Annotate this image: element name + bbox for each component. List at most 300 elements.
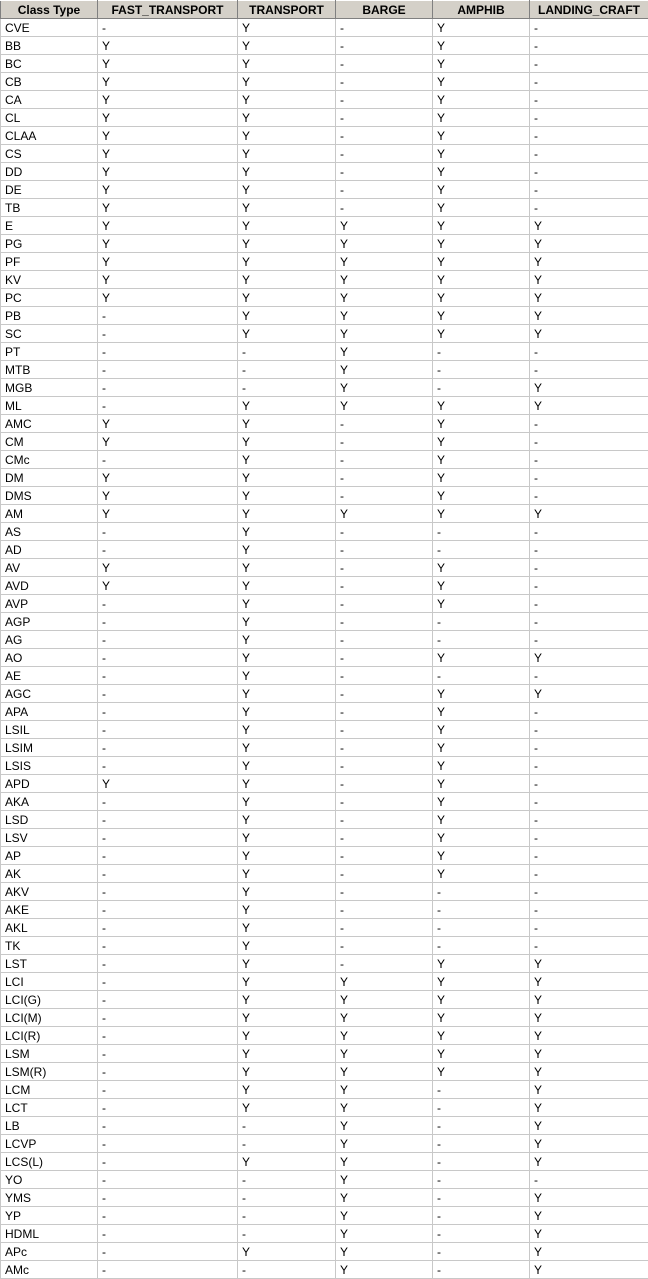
- cell-amphib[interactable]: Y: [433, 325, 530, 343]
- cell-transport[interactable]: Y: [238, 163, 336, 181]
- cell-transport[interactable]: Y: [238, 919, 336, 937]
- table-row[interactable]: [1, 955, 648, 973]
- cell-landing-craft[interactable]: Y: [530, 1081, 648, 1099]
- cell-transport[interactable]: Y: [238, 253, 336, 271]
- cell-barge[interactable]: Y: [336, 1117, 433, 1135]
- cell-class-type[interactable]: YO: [1, 1171, 98, 1189]
- cell-class-type[interactable]: CS: [1, 145, 98, 163]
- cell-amphib[interactable]: Y: [433, 469, 530, 487]
- cell-landing-craft[interactable]: -: [530, 91, 648, 109]
- table-row[interactable]: [1, 127, 648, 145]
- cell-transport[interactable]: -: [238, 1171, 336, 1189]
- cell-class-type[interactable]: LSIL: [1, 721, 98, 739]
- cell-fast-transport[interactable]: Y: [98, 91, 238, 109]
- cell-fast-transport[interactable]: -: [98, 343, 238, 361]
- cell-transport[interactable]: Y: [238, 19, 336, 37]
- cell-fast-transport[interactable]: Y: [98, 433, 238, 451]
- cell-transport[interactable]: Y: [238, 991, 336, 1009]
- cell-amphib[interactable]: Y: [433, 91, 530, 109]
- cell-barge[interactable]: -: [336, 703, 433, 721]
- table-row[interactable]: [1, 415, 648, 433]
- cell-class-type[interactable]: LCI: [1, 973, 98, 991]
- table-row[interactable]: [1, 235, 648, 253]
- cell-class-type[interactable]: AS: [1, 523, 98, 541]
- cell-fast-transport[interactable]: -: [98, 361, 238, 379]
- cell-landing-craft[interactable]: Y: [530, 1153, 648, 1171]
- cell-transport[interactable]: Y: [238, 667, 336, 685]
- cell-transport[interactable]: Y: [238, 1009, 336, 1027]
- cell-barge[interactable]: Y: [336, 1171, 433, 1189]
- cell-class-type[interactable]: AKA: [1, 793, 98, 811]
- cell-class-type[interactable]: BB: [1, 37, 98, 55]
- cell-class-type[interactable]: HDML: [1, 1225, 98, 1243]
- cell-landing-craft[interactable]: -: [530, 757, 648, 775]
- cell-barge[interactable]: -: [336, 469, 433, 487]
- cell-transport[interactable]: -: [238, 1135, 336, 1153]
- cell-landing-craft[interactable]: -: [530, 145, 648, 163]
- cell-amphib[interactable]: Y: [433, 775, 530, 793]
- cell-fast-transport[interactable]: -: [98, 793, 238, 811]
- cell-amphib[interactable]: Y: [433, 991, 530, 1009]
- cell-transport[interactable]: -: [238, 1225, 336, 1243]
- column-header-landing-craft[interactable]: LANDING_CRAFT: [530, 1, 648, 19]
- cell-fast-transport[interactable]: Y: [98, 109, 238, 127]
- cell-class-type[interactable]: DMS: [1, 487, 98, 505]
- cell-class-type[interactable]: LSIM: [1, 739, 98, 757]
- cell-landing-craft[interactable]: Y: [530, 325, 648, 343]
- cell-barge[interactable]: -: [336, 757, 433, 775]
- table-row[interactable]: [1, 73, 648, 91]
- cell-class-type[interactable]: MGB: [1, 379, 98, 397]
- cell-fast-transport[interactable]: -: [98, 1117, 238, 1135]
- cell-transport[interactable]: Y: [238, 1081, 336, 1099]
- cell-fast-transport[interactable]: -: [98, 703, 238, 721]
- cell-landing-craft[interactable]: -: [530, 631, 648, 649]
- cell-transport[interactable]: Y: [238, 685, 336, 703]
- cell-fast-transport[interactable]: -: [98, 1135, 238, 1153]
- table-row[interactable]: [1, 523, 648, 541]
- cell-barge[interactable]: Y: [336, 1081, 433, 1099]
- cell-transport[interactable]: -: [238, 1117, 336, 1135]
- cell-transport[interactable]: Y: [238, 955, 336, 973]
- cell-fast-transport[interactable]: -: [98, 523, 238, 541]
- cell-landing-craft[interactable]: Y: [530, 1135, 648, 1153]
- cell-landing-craft[interactable]: Y: [530, 307, 648, 325]
- table-row[interactable]: [1, 361, 648, 379]
- cell-barge[interactable]: -: [336, 559, 433, 577]
- cell-landing-craft[interactable]: -: [530, 937, 648, 955]
- cell-fast-transport[interactable]: Y: [98, 271, 238, 289]
- cell-amphib[interactable]: Y: [433, 487, 530, 505]
- cell-barge[interactable]: -: [336, 739, 433, 757]
- table-row[interactable]: [1, 901, 648, 919]
- table-row[interactable]: [1, 271, 648, 289]
- table-row[interactable]: [1, 181, 648, 199]
- cell-landing-craft[interactable]: Y: [530, 955, 648, 973]
- cell-amphib[interactable]: Y: [433, 181, 530, 199]
- table-row[interactable]: [1, 379, 648, 397]
- cell-barge[interactable]: -: [336, 901, 433, 919]
- cell-amphib[interactable]: Y: [433, 37, 530, 55]
- table-row[interactable]: [1, 829, 648, 847]
- cell-fast-transport[interactable]: -: [98, 307, 238, 325]
- cell-fast-transport[interactable]: -: [98, 901, 238, 919]
- cell-class-type[interactable]: ML: [1, 397, 98, 415]
- table-row[interactable]: [1, 145, 648, 163]
- cell-class-type[interactable]: LCVP: [1, 1135, 98, 1153]
- cell-transport[interactable]: Y: [238, 721, 336, 739]
- cell-barge[interactable]: Y: [336, 343, 433, 361]
- cell-landing-craft[interactable]: Y: [530, 253, 648, 271]
- cell-landing-craft[interactable]: -: [530, 361, 648, 379]
- cell-transport[interactable]: Y: [238, 937, 336, 955]
- cell-amphib[interactable]: Y: [433, 1027, 530, 1045]
- cell-amphib[interactable]: Y: [433, 451, 530, 469]
- cell-landing-craft[interactable]: -: [530, 721, 648, 739]
- cell-amphib[interactable]: Y: [433, 577, 530, 595]
- cell-transport[interactable]: Y: [238, 613, 336, 631]
- cell-landing-craft[interactable]: -: [530, 883, 648, 901]
- cell-landing-craft[interactable]: Y: [530, 379, 648, 397]
- cell-barge[interactable]: Y: [336, 379, 433, 397]
- cell-transport[interactable]: Y: [238, 793, 336, 811]
- cell-fast-transport[interactable]: -: [98, 847, 238, 865]
- cell-amphib[interactable]: Y: [433, 109, 530, 127]
- cell-fast-transport[interactable]: -: [98, 1153, 238, 1171]
- cell-barge[interactable]: -: [336, 199, 433, 217]
- cell-fast-transport[interactable]: -: [98, 685, 238, 703]
- cell-transport[interactable]: Y: [238, 1153, 336, 1171]
- cell-transport[interactable]: Y: [238, 181, 336, 199]
- cell-fast-transport[interactable]: Y: [98, 127, 238, 145]
- cell-barge[interactable]: -: [336, 667, 433, 685]
- cell-landing-craft[interactable]: -: [530, 1171, 648, 1189]
- cell-barge[interactable]: Y: [336, 505, 433, 523]
- cell-fast-transport[interactable]: -: [98, 937, 238, 955]
- table-row[interactable]: [1, 1171, 648, 1189]
- cell-fast-transport[interactable]: -: [98, 667, 238, 685]
- cell-fast-transport[interactable]: -: [98, 1207, 238, 1225]
- cell-barge[interactable]: Y: [336, 235, 433, 253]
- table-row[interactable]: [1, 469, 648, 487]
- cell-class-type[interactable]: CA: [1, 91, 98, 109]
- cell-fast-transport[interactable]: Y: [98, 289, 238, 307]
- cell-fast-transport[interactable]: -: [98, 397, 238, 415]
- cell-transport[interactable]: Y: [238, 469, 336, 487]
- table-row[interactable]: [1, 1081, 648, 1099]
- cell-amphib[interactable]: -: [433, 379, 530, 397]
- table-row[interactable]: [1, 1117, 648, 1135]
- table-row[interactable]: [1, 703, 648, 721]
- cell-transport[interactable]: Y: [238, 865, 336, 883]
- cell-class-type[interactable]: LCI(G): [1, 991, 98, 1009]
- cell-class-type[interactable]: AVP: [1, 595, 98, 613]
- column-header-fast-transport[interactable]: FAST_TRANSPORT: [98, 1, 238, 19]
- cell-landing-craft[interactable]: -: [530, 37, 648, 55]
- table-row[interactable]: [1, 91, 648, 109]
- cell-barge[interactable]: Y: [336, 397, 433, 415]
- cell-barge[interactable]: Y: [336, 1063, 433, 1081]
- cell-barge[interactable]: -: [336, 109, 433, 127]
- cell-transport[interactable]: Y: [238, 1045, 336, 1063]
- cell-landing-craft[interactable]: -: [530, 541, 648, 559]
- cell-amphib[interactable]: Y: [433, 253, 530, 271]
- cell-landing-craft[interactable]: Y: [530, 397, 648, 415]
- cell-landing-craft[interactable]: -: [530, 703, 648, 721]
- cell-fast-transport[interactable]: -: [98, 649, 238, 667]
- table-row[interactable]: [1, 55, 648, 73]
- cell-transport[interactable]: Y: [238, 415, 336, 433]
- cell-landing-craft[interactable]: Y: [530, 973, 648, 991]
- cell-barge[interactable]: -: [336, 883, 433, 901]
- cell-amphib[interactable]: Y: [433, 703, 530, 721]
- cell-transport[interactable]: Y: [238, 127, 336, 145]
- cell-transport[interactable]: Y: [238, 523, 336, 541]
- cell-barge[interactable]: Y: [336, 1153, 433, 1171]
- table-row[interactable]: [1, 289, 648, 307]
- cell-transport[interactable]: Y: [238, 1063, 336, 1081]
- column-header-barge[interactable]: BARGE: [336, 1, 433, 19]
- cell-amphib[interactable]: Y: [433, 397, 530, 415]
- cell-class-type[interactable]: AM: [1, 505, 98, 523]
- cell-landing-craft[interactable]: Y: [530, 1099, 648, 1117]
- cell-landing-craft[interactable]: -: [530, 199, 648, 217]
- table-row[interactable]: [1, 1189, 648, 1207]
- cell-transport[interactable]: Y: [238, 451, 336, 469]
- cell-transport[interactable]: Y: [238, 631, 336, 649]
- cell-barge[interactable]: Y: [336, 361, 433, 379]
- cell-fast-transport[interactable]: Y: [98, 469, 238, 487]
- cell-landing-craft[interactable]: -: [530, 901, 648, 919]
- cell-amphib[interactable]: Y: [433, 793, 530, 811]
- cell-amphib[interactable]: -: [433, 541, 530, 559]
- table-row[interactable]: [1, 793, 648, 811]
- cell-barge[interactable]: -: [336, 19, 433, 37]
- cell-amphib[interactable]: Y: [433, 1063, 530, 1081]
- cell-fast-transport[interactable]: -: [98, 811, 238, 829]
- cell-amphib[interactable]: -: [433, 523, 530, 541]
- table-row[interactable]: [1, 613, 648, 631]
- cell-class-type[interactable]: AKV: [1, 883, 98, 901]
- cell-landing-craft[interactable]: Y: [530, 235, 648, 253]
- cell-class-type[interactable]: AKE: [1, 901, 98, 919]
- cell-class-type[interactable]: LB: [1, 1117, 98, 1135]
- cell-landing-craft[interactable]: -: [530, 163, 648, 181]
- table-row[interactable]: [1, 199, 648, 217]
- cell-fast-transport[interactable]: -: [98, 721, 238, 739]
- cell-fast-transport[interactable]: Y: [98, 37, 238, 55]
- cell-landing-craft[interactable]: -: [530, 667, 648, 685]
- cell-barge[interactable]: -: [336, 865, 433, 883]
- cell-landing-craft[interactable]: -: [530, 433, 648, 451]
- cell-barge[interactable]: -: [336, 613, 433, 631]
- column-header-amphib[interactable]: AMPHIB: [433, 1, 530, 19]
- cell-amphib[interactable]: -: [433, 1243, 530, 1261]
- cell-transport[interactable]: Y: [238, 1027, 336, 1045]
- cell-class-type[interactable]: MTB: [1, 361, 98, 379]
- cell-landing-craft[interactable]: -: [530, 73, 648, 91]
- cell-transport[interactable]: Y: [238, 109, 336, 127]
- cell-landing-craft[interactable]: -: [530, 343, 648, 361]
- cell-amphib[interactable]: Y: [433, 1009, 530, 1027]
- cell-class-type[interactable]: CB: [1, 73, 98, 91]
- cell-class-type[interactable]: APD: [1, 775, 98, 793]
- column-header-transport[interactable]: TRANSPORT: [238, 1, 336, 19]
- cell-amphib[interactable]: Y: [433, 595, 530, 613]
- cell-barge[interactable]: Y: [336, 1243, 433, 1261]
- cell-fast-transport[interactable]: -: [98, 613, 238, 631]
- cell-landing-craft[interactable]: Y: [530, 1117, 648, 1135]
- cell-landing-craft[interactable]: Y: [530, 649, 648, 667]
- cell-barge[interactable]: -: [336, 451, 433, 469]
- cell-barge[interactable]: -: [336, 937, 433, 955]
- cell-transport[interactable]: Y: [238, 289, 336, 307]
- cell-fast-transport[interactable]: -: [98, 1063, 238, 1081]
- cell-barge[interactable]: Y: [336, 991, 433, 1009]
- cell-barge[interactable]: -: [336, 55, 433, 73]
- cell-amphib[interactable]: Y: [433, 685, 530, 703]
- table-row[interactable]: [1, 505, 648, 523]
- cell-transport[interactable]: Y: [238, 739, 336, 757]
- cell-amphib[interactable]: Y: [433, 847, 530, 865]
- cell-barge[interactable]: -: [336, 127, 433, 145]
- cell-amphib[interactable]: -: [433, 1099, 530, 1117]
- cell-landing-craft[interactable]: Y: [530, 271, 648, 289]
- cell-class-type[interactable]: AGP: [1, 613, 98, 631]
- cell-barge[interactable]: -: [336, 685, 433, 703]
- cell-amphib[interactable]: -: [433, 901, 530, 919]
- cell-landing-craft[interactable]: -: [530, 739, 648, 757]
- cell-transport[interactable]: Y: [238, 901, 336, 919]
- cell-transport[interactable]: Y: [238, 757, 336, 775]
- cell-fast-transport[interactable]: Y: [98, 505, 238, 523]
- cell-class-type[interactable]: DD: [1, 163, 98, 181]
- table-row[interactable]: [1, 343, 648, 361]
- cell-class-type[interactable]: AMC: [1, 415, 98, 433]
- cell-barge[interactable]: -: [336, 919, 433, 937]
- cell-amphib[interactable]: Y: [433, 865, 530, 883]
- cell-fast-transport[interactable]: -: [98, 19, 238, 37]
- cell-fast-transport[interactable]: -: [98, 973, 238, 991]
- cell-fast-transport[interactable]: Y: [98, 55, 238, 73]
- table-row[interactable]: [1, 559, 648, 577]
- cell-transport[interactable]: -: [238, 379, 336, 397]
- cell-amphib[interactable]: -: [433, 1207, 530, 1225]
- cell-landing-craft[interactable]: -: [530, 469, 648, 487]
- cell-amphib[interactable]: Y: [433, 73, 530, 91]
- cell-barge[interactable]: -: [336, 73, 433, 91]
- table-row[interactable]: [1, 1027, 648, 1045]
- cell-amphib[interactable]: -: [433, 1117, 530, 1135]
- cell-barge[interactable]: -: [336, 847, 433, 865]
- cell-fast-transport[interactable]: -: [98, 451, 238, 469]
- cell-class-type[interactable]: AE: [1, 667, 98, 685]
- table-row[interactable]: [1, 307, 648, 325]
- cell-transport[interactable]: Y: [238, 1099, 336, 1117]
- cell-amphib[interactable]: -: [433, 1153, 530, 1171]
- cell-transport[interactable]: Y: [238, 703, 336, 721]
- cell-transport[interactable]: Y: [238, 577, 336, 595]
- cell-amphib[interactable]: Y: [433, 289, 530, 307]
- cell-amphib[interactable]: Y: [433, 721, 530, 739]
- cell-transport[interactable]: Y: [238, 847, 336, 865]
- cell-class-type[interactable]: AK: [1, 865, 98, 883]
- cell-class-type[interactable]: AG: [1, 631, 98, 649]
- cell-barge[interactable]: Y: [336, 1027, 433, 1045]
- cell-transport[interactable]: Y: [238, 595, 336, 613]
- cell-barge[interactable]: -: [336, 541, 433, 559]
- cell-fast-transport[interactable]: -: [98, 379, 238, 397]
- cell-class-type[interactable]: PT: [1, 343, 98, 361]
- cell-fast-transport[interactable]: -: [98, 757, 238, 775]
- table-row[interactable]: [1, 847, 648, 865]
- cell-barge[interactable]: Y: [336, 1225, 433, 1243]
- column-header-class-type[interactable]: Class Type: [1, 1, 98, 19]
- table-row[interactable]: [1, 991, 648, 1009]
- cell-amphib[interactable]: Y: [433, 145, 530, 163]
- cell-amphib[interactable]: Y: [433, 739, 530, 757]
- cell-amphib[interactable]: Y: [433, 811, 530, 829]
- cell-barge[interactable]: -: [336, 775, 433, 793]
- table-row[interactable]: [1, 1261, 648, 1279]
- cell-landing-craft[interactable]: -: [530, 487, 648, 505]
- cell-fast-transport[interactable]: -: [98, 1081, 238, 1099]
- cell-landing-craft[interactable]: Y: [530, 289, 648, 307]
- cell-class-type[interactable]: CL: [1, 109, 98, 127]
- cell-amphib[interactable]: -: [433, 667, 530, 685]
- cell-fast-transport[interactable]: Y: [98, 235, 238, 253]
- table-row[interactable]: [1, 883, 648, 901]
- cell-class-type[interactable]: DE: [1, 181, 98, 199]
- cell-fast-transport[interactable]: -: [98, 1189, 238, 1207]
- cell-fast-transport[interactable]: -: [98, 1243, 238, 1261]
- cell-barge[interactable]: -: [336, 181, 433, 199]
- cell-amphib[interactable]: Y: [433, 649, 530, 667]
- cell-landing-craft[interactable]: -: [530, 595, 648, 613]
- cell-class-type[interactable]: CLAA: [1, 127, 98, 145]
- cell-class-type[interactable]: TK: [1, 937, 98, 955]
- cell-transport[interactable]: Y: [238, 55, 336, 73]
- table-row[interactable]: [1, 109, 648, 127]
- cell-transport[interactable]: Y: [238, 505, 336, 523]
- table-row[interactable]: [1, 433, 648, 451]
- cell-barge[interactable]: -: [336, 415, 433, 433]
- table-row[interactable]: [1, 1135, 648, 1153]
- cell-fast-transport[interactable]: Y: [98, 217, 238, 235]
- cell-amphib[interactable]: -: [433, 613, 530, 631]
- cell-barge[interactable]: Y: [336, 271, 433, 289]
- cell-class-type[interactable]: BC: [1, 55, 98, 73]
- cell-fast-transport[interactable]: -: [98, 991, 238, 1009]
- cell-amphib[interactable]: Y: [433, 973, 530, 991]
- cell-barge[interactable]: -: [336, 37, 433, 55]
- cell-transport[interactable]: Y: [238, 1243, 336, 1261]
- cell-fast-transport[interactable]: -: [98, 955, 238, 973]
- cell-barge[interactable]: Y: [336, 1207, 433, 1225]
- table-row[interactable]: [1, 1009, 648, 1027]
- table-row[interactable]: [1, 811, 648, 829]
- table-row[interactable]: [1, 1207, 648, 1225]
- cell-transport[interactable]: Y: [238, 37, 336, 55]
- cell-amphib[interactable]: Y: [433, 55, 530, 73]
- cell-fast-transport[interactable]: -: [98, 595, 238, 613]
- cell-transport[interactable]: Y: [238, 487, 336, 505]
- cell-landing-craft[interactable]: -: [530, 523, 648, 541]
- cell-transport[interactable]: -: [238, 343, 336, 361]
- table-row[interactable]: [1, 451, 648, 469]
- cell-class-type[interactable]: LSIS: [1, 757, 98, 775]
- cell-class-type[interactable]: AO: [1, 649, 98, 667]
